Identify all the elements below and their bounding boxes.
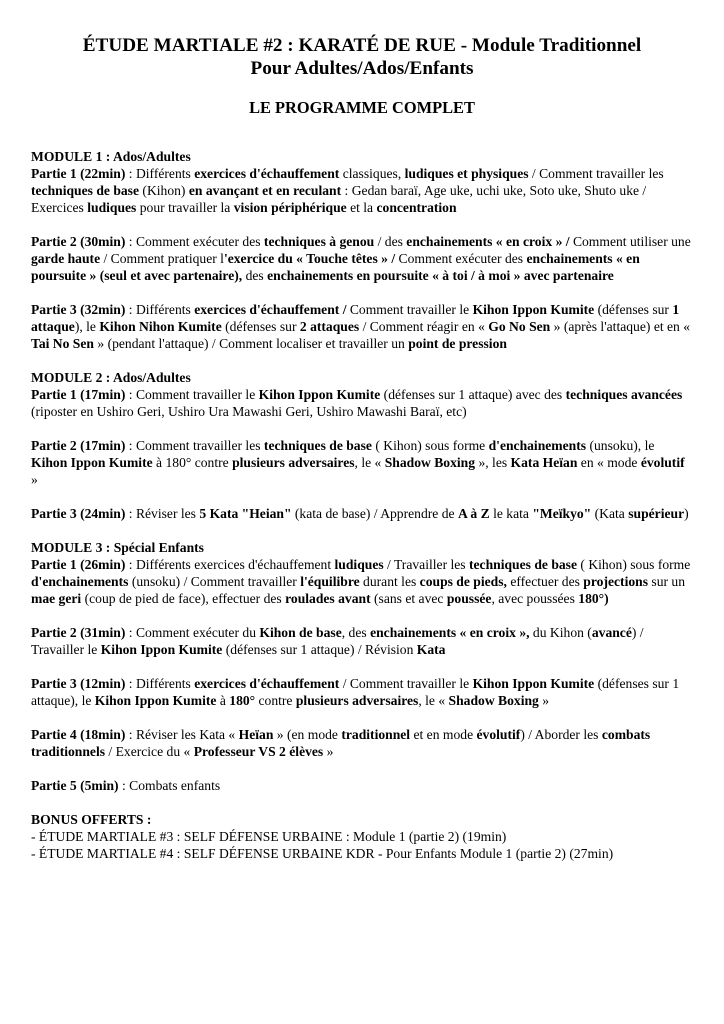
text-segment: : Réviser les [125,506,200,521]
module-2-part-1 [31,386,693,420]
module-2-part-2 [31,437,693,488]
bonus-section [31,811,693,862]
text-segment: ) [684,506,689,521]
text-segment: enchainements en poursuite « à toi / à moi » avec partenaire [267,268,614,283]
text-segment: ludiques et physiques [404,166,529,181]
text-segment: » (pendant l'attaque) / Comment localiser et travailler un [93,336,409,351]
text-segment: projections [583,574,648,589]
text-segment: , le « [418,693,449,708]
text-segment: plusieurs adversaires [232,455,355,470]
text-segment: plusieurs adversaires [295,693,419,708]
text-segment: du Kihon ( [529,625,592,640]
text-segment: / Comment réagir en « [359,319,489,334]
text-segment: / Exercice du « [105,744,194,759]
text-segment: Kihon de base [259,625,342,640]
bonus-title: BONUS OFFERTS : [31,812,152,827]
text-segment: ), le [74,319,100,334]
text-segment: évolutif [640,455,685,470]
text-segment: pour travailler la [136,200,234,215]
text-segment: Partie 2 (31min) [31,625,126,640]
text-segment: Partie 1 (26min) [31,557,126,572]
text-segment: Kihon Ippon Kumite [472,676,595,691]
module-section-3 [31,539,693,794]
text-segment: l'équilibre [300,574,360,589]
text-segment: à 180° contre [152,455,233,470]
text-segment: poussée [446,591,492,606]
text-segment: (défenses sur [594,302,673,317]
text-segment: enchainements « en croix », [370,625,530,640]
text-segment: Kihon Nihon Kumite [99,319,222,334]
text-segment: ludiques [334,557,384,572]
text-segment: Shadow Boxing [448,693,539,708]
text-segment: : Réviser les Kata « [125,727,239,742]
text-segment: / Comment travailler les [528,166,664,181]
text-segment: coups de pieds, [419,574,507,589]
module-title: MODULE 1 : Ados/Adultes [31,149,191,164]
text-segment: 180° [229,693,256,708]
text-segment: concentration [376,200,457,215]
text-segment: d'enchainements [31,574,129,589]
title-line-1: ÉTUDE MARTIALE #2 : KARATÉ DE RUE - Module Traditionnel [82,35,642,56]
text-segment: d'enchainements [488,438,587,453]
text-segment: : Différents [125,676,195,691]
module-section-2 [31,369,693,522]
title-line-2: Pour Adultes/Ados/Enfants [250,58,474,79]
text-segment: et la [346,200,377,215]
module-3-part-3 [31,675,693,709]
module-section-1 [31,148,693,352]
text-segment: ) / Aborder les [520,727,602,742]
text-segment: techniques à genou [263,234,375,249]
text-segment: (riposter en Ushiro Geri, Ushiro Ura Mawashi Geri, Ushiro Mawashi Baraï, etc) [31,404,467,419]
module-1-part-3 [31,301,693,352]
text-segment: Partie 5 (5min) [31,778,119,793]
text-segment: » (en mode [273,727,342,742]
text-segment: Shadow Boxing [384,455,476,470]
text-segment: , le « [354,455,385,470]
text-segment: Kihon Ippon Kumite [258,387,381,402]
text-segment: Partie 1 (22min) [31,166,126,181]
module-1-part-1 [31,165,693,216]
text-segment: garde haute [31,251,101,266]
text-segment: (défenses sur [221,319,300,334]
text-segment: 1 attaque [31,302,680,334]
text-segment: "Meïkyo" [532,506,592,521]
bonus-item-1: - ÉTUDE MARTIALE #3 : SELF DÉFENSE URBAINE : Module 1 (partie 2) (19min) [31,829,507,844]
text-segment: enchainements « en poursuite » (seul et avec partenaire), [31,251,640,283]
text-segment: / Comment pratiquer l [100,251,224,266]
text-segment: Comment utiliser une [569,234,691,249]
text-segment: techniques de base [263,438,372,453]
text-segment: avancé [591,625,632,640]
text-segment: vision périphérique [233,200,347,215]
text-segment: mae geri [31,591,82,606]
text-segment: Kihon Ippon Kumite [100,642,223,657]
text-segment: (Kihon) [139,183,189,198]
text-segment: Partie 1 (17min) [31,387,126,402]
text-segment: (unsoku) / Comment travailler [128,574,301,589]
module-3-part-1 [31,556,693,607]
text-segment: / des [374,234,407,249]
document-subtitle: LE PROGRAMME COMPLET [249,98,475,117]
module-3-part-2 [31,624,693,658]
text-segment: Kata [416,642,446,657]
text-segment: des [242,268,268,283]
text-segment: enchainements « en croix » / [406,234,570,249]
text-segment: (Kata [591,506,629,521]
text-segment: 5 Kata "Heian" [199,506,292,521]
text-segment: Comment travailler le [346,302,473,317]
text-segment: Comment exécuter des [395,251,527,266]
text-segment: à [216,693,230,708]
text-segment: (kata de base) / Apprendre de [291,506,458,521]
text-segment: en « mode [577,455,641,470]
text-segment: : Combats enfants [118,778,221,793]
text-segment: Heïan [238,727,274,742]
bonus-item-2: - ÉTUDE MARTIALE #4 : SELF DÉFENSE URBAINE KDR - Pour Enfants Module 1 (partie 2) (27min) [31,846,614,861]
text-segment: exercices d'échauffement / [194,302,347,317]
text-segment: combats traditionnels [31,727,651,759]
text-segment: roulades avant [285,591,371,606]
text-segment: A à Z [457,506,490,521]
text-segment: traditionnel [341,727,411,742]
text-segment: classiques, [339,166,405,181]
text-segment: », les [475,455,511,470]
text-segment: : Différents [125,166,195,181]
text-segment: techniques de base [31,183,140,198]
text-segment: Partie 4 (18min) [31,727,126,742]
text-segment: exercices d'échauffement [194,166,340,181]
text-segment: supérieur [628,506,685,521]
text-segment: Go No Sen [488,319,551,334]
text-segment: , avec poussées [491,591,579,606]
text-segment: : Comment travailler les [125,438,264,453]
text-segment: » [538,693,550,708]
text-segment: (unsoku), le [586,438,655,453]
text-segment: (défenses sur 1 attaque) / Révision [222,642,417,657]
text-segment: Partie 3 (12min) [31,676,126,691]
text-segment: (défenses sur 1 attaque), le [31,676,680,708]
text-segment: : Différents [125,302,195,317]
text-segment: 180°) [578,591,609,606]
text-segment: , des [341,625,371,640]
program-content [31,148,693,794]
text-segment: techniques de base [469,557,578,572]
text-segment: Kihon Ippon Kumite [94,693,217,708]
document-title [31,0,693,80]
text-segment: : Différents exercices d'échauffement [125,557,335,572]
text-segment: Partie 2 (30min) [31,234,126,249]
text-segment: ( Kihon) sous forme [371,438,489,453]
text-segment: » (après l'attaque) et en « [550,319,691,334]
text-segment: 'exercice du « Touche têtes » / [223,251,396,266]
module-3-part-4 [31,726,693,760]
text-segment: durant les [359,574,420,589]
text-segment: Kata Heïan [510,455,578,470]
text-segment: et en mode [410,727,477,742]
text-segment: évolutif [476,727,521,742]
text-segment: : Gedan baraï, Age uke, uchi uke, Soto uke, Shuto uke / Exercices [31,183,647,215]
text-segment: : Comment travailler le [125,387,259,402]
text-segment: ( Kihon) sous forme [577,557,691,572]
text-segment: » [323,744,334,759]
text-segment: exercices d'échauffement [194,676,340,691]
text-segment: ludiques [87,200,137,215]
text-segment: Kihon Ippon Kumite [31,455,153,470]
text-segment: Partie 2 (17min) [31,438,126,453]
text-segment: sur un [648,574,686,589]
text-segment: ) / Travailler le [31,625,644,657]
text-segment: » [31,472,38,487]
text-segment: Tai No Sen [31,336,94,351]
text-segment: Professeur VS 2 élèves [193,744,324,759]
text-segment: / Travailler les [383,557,469,572]
text-segment: effectuer des [506,574,584,589]
text-segment: / Comment travailler le [339,676,473,691]
module-3-part-5 [31,777,693,794]
text-segment: en avançant et en reculant [188,183,342,198]
module-title: MODULE 3 : Spécial Enfants [31,540,204,555]
text-segment: Kihon Ippon Kumite [472,302,595,317]
text-segment: (défenses sur 1 attaque) avec des [380,387,566,402]
text-segment: techniques avancées [565,387,683,402]
module-title: MODULE 2 : Ados/Adultes [31,370,191,385]
text-segment: Partie 3 (32min) [31,302,126,317]
text-segment: contre [255,693,296,708]
module-1-part-2 [31,233,693,284]
text-segment: Partie 3 (24min) [31,506,126,521]
text-segment: 2 attaques [299,319,360,334]
text-segment: (coup de pied de face), effectuer des [81,591,286,606]
text-segment: : Comment exécuter des [125,234,264,249]
text-segment: point de pression [408,336,507,351]
text-segment: le kata [489,506,533,521]
module-2-part-3 [31,505,693,522]
text-segment: (sans et avec [370,591,447,606]
text-segment: : Comment exécuter du [125,625,260,640]
